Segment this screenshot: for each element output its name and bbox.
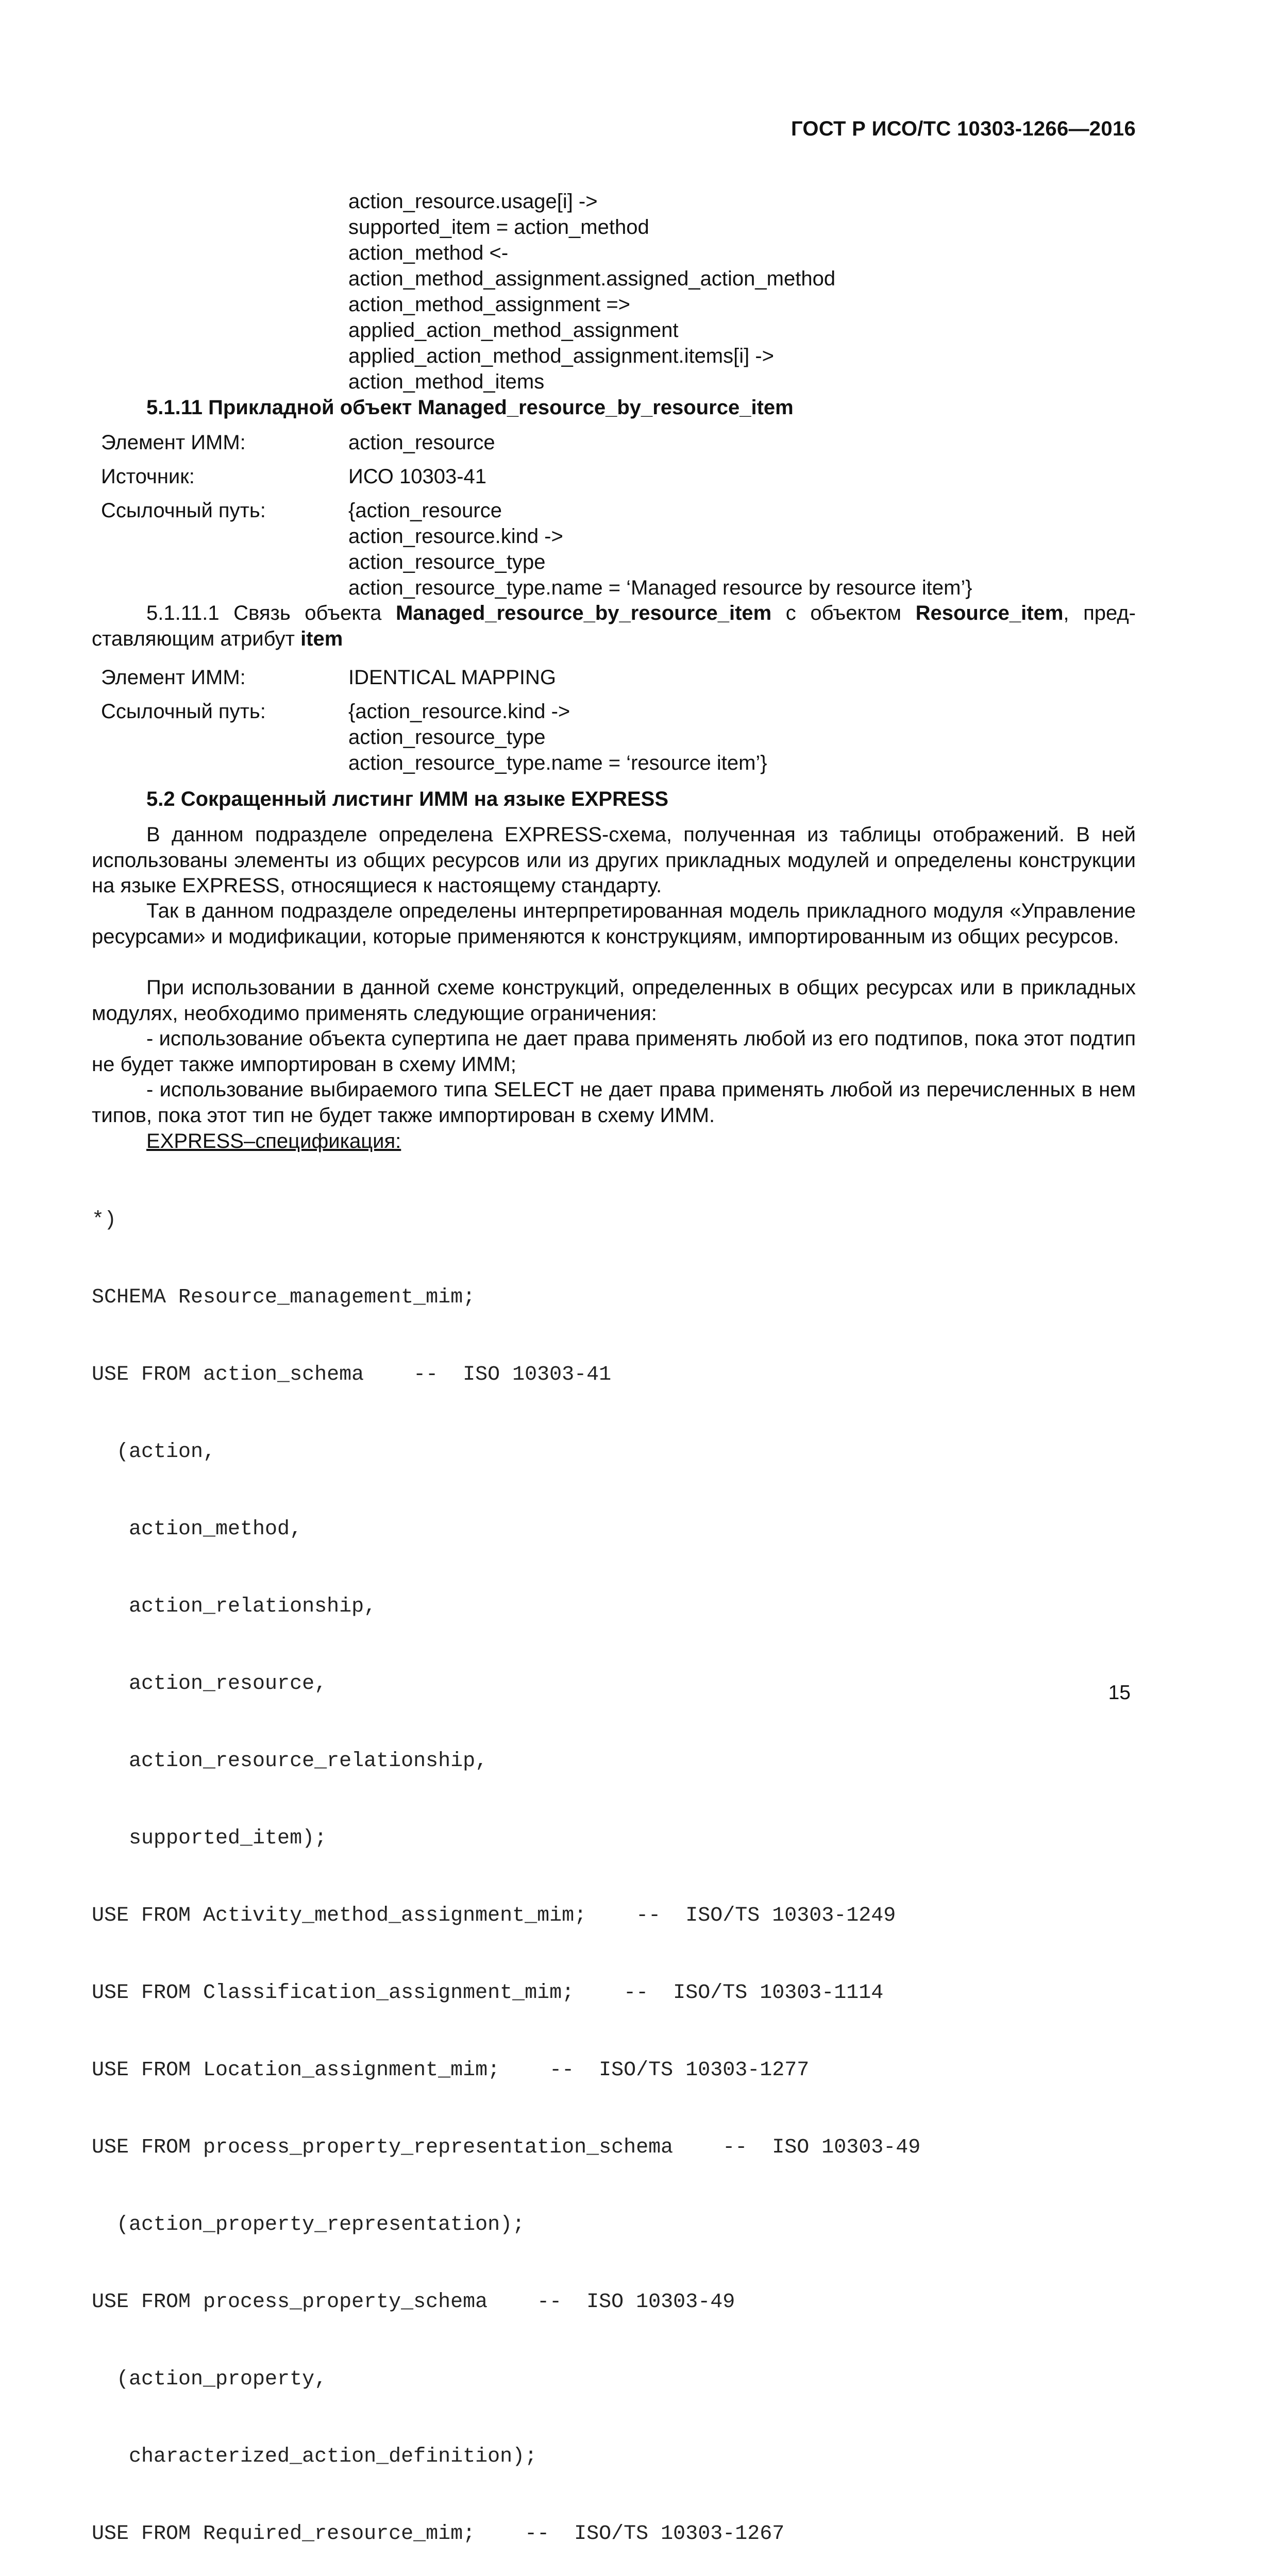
code-line: *) [92,1209,117,1232]
mapping-value-aim-element: action_resource [348,431,495,454]
mapping-value-source: ИСО 10303-41 [348,465,487,488]
path-line: {action_resource.kind -> [348,700,570,723]
code-line: action_method, [92,1518,302,1541]
code-line: USE FROM action_schema -- ISO 10303-41 [92,1363,612,1386]
express-spec-label: EXPRESS–спецификация: [146,1130,401,1153]
reference-path-top [348,189,835,395]
document-header: ГОСТ Р ИСО/ТС 10303-1266—2016 [791,117,1136,140]
code-line: action_relationship, [92,1595,377,1618]
code-line: (action_property, [92,2368,327,2391]
path-line: action_resource_type.name = ‘Managed resource by resource item’} [348,577,972,599]
path-line: action_resource.usage[i] -> [348,190,598,213]
page-number: 15 [1108,1682,1131,1704]
code-line: (action, [92,1440,216,1464]
mapping-label-reference-path: Ссылочный путь: [101,499,266,522]
paragraph-3: При использовании в данной схеме конструкций, определенных в общих ресурсах или в прикладных модулях, необходимо применять следующие ограничения: [92,976,1136,1025]
code-line: USE FROM Required_resource_mim; -- ISO/TS 10303-1267 [92,2522,785,2546]
mapping-label-reference-path-2: Ссылочный путь: [101,700,266,723]
path-line: action_resource_type [348,551,546,573]
code-line: SCHEMA Resource_management_mim; [92,1286,476,1309]
path-line: action_resource.kind -> [348,525,563,548]
mapping-label-source: Источник: [101,465,195,488]
path-line: applied_action_method_assignment.items[i] -> [348,345,775,367]
path-line: action_resource_type.name = ‘resource item’} [348,752,767,774]
code-line: USE FROM Classification_assignment_mim; -- ISO/TS 10303-1114 [92,1981,884,2005]
code-line: USE FROM Location_assignment_mim; -- ISO/TS 10303-1277 [92,2059,810,2082]
section-heading-5-2: 5.2 Сокращенный листинг ИММ на языке EXPRESS [146,788,669,810]
code-line: supported_item); [92,1827,327,1850]
code-line: (action_property_representation); [92,2213,525,2236]
code-line: USE FROM process_property_schema -- ISO 10303-49 [92,2291,735,2314]
path-line: action_method <- [348,242,509,264]
mapping-value-reference-path-2 [348,699,767,776]
path-line: applied_action_method_assignment [348,319,679,342]
code-line: USE FROM process_property_representation_schema -- ISO 10303-49 [92,2136,921,2159]
code-line: action_resource_relationship, [92,1750,488,1773]
code-line: action_resource, [92,1672,327,1696]
path-line: action_method_items [348,370,545,393]
code-line: USE FROM Activity_method_assignment_mim; -- ISO/TS 10303-1249 [92,1904,896,1927]
express-code-listing [92,1156,920,2576]
path-line: action_method_assignment => [348,293,631,316]
code-line: characterized_action_definition); [92,2445,537,2468]
restriction-item-2: - использование выбираемого типа SELECT не дает права применять любой из перечисленных в нем типов, пока этот тип не будет также импортирован в схему ИММ. [92,1078,1136,1127]
section-heading-5-1-11: 5.1.11 Прикладной объект Managed_resource_by_resource_item [146,396,794,419]
path-line: action_method_assignment.assigned_action_method [348,267,836,290]
paragraph-2: Так в данном подразделе определены интерпретированная модель прикладного модуля «Управление ресурсами» и модификации, которые применяются к конструкциям, импортированным из общих ресурсов. [92,900,1136,948]
mapping-label-aim-element-2: Элемент ИММ: [101,666,246,689]
restriction-item-1: - использование объекта супертипа не дает права применять любой из его подтипов, пока этот подтип не будет также импортирован в схему ИММ; [92,1027,1136,1076]
paragraph-1: В данном подразделе определена EXPRESS-схема, полученная из таблицы отображений. В ней использованы элементы из общих ресурсов или из других прикладных модулей и определены конструкции на языке EXPRESS, относящиеся к настоящему стандарту. [92,823,1136,897]
mapping-value-reference-path [348,498,972,601]
subsection-5-1-11-1-text: 5.1.11.1 Связь объекта Managed_resource_by_resource_item с объектом Resource_item, пред-ставляющим атрибут item [92,602,1136,650]
path-line: {action_resource [348,499,502,522]
mapping-label-aim-element: Элемент ИММ: [101,431,246,454]
mapping-value-aim-element-2: IDENTICAL MAPPING [348,666,557,689]
path-line: supported_item = action_method [348,216,649,239]
path-line: action_resource_type [348,726,546,749]
